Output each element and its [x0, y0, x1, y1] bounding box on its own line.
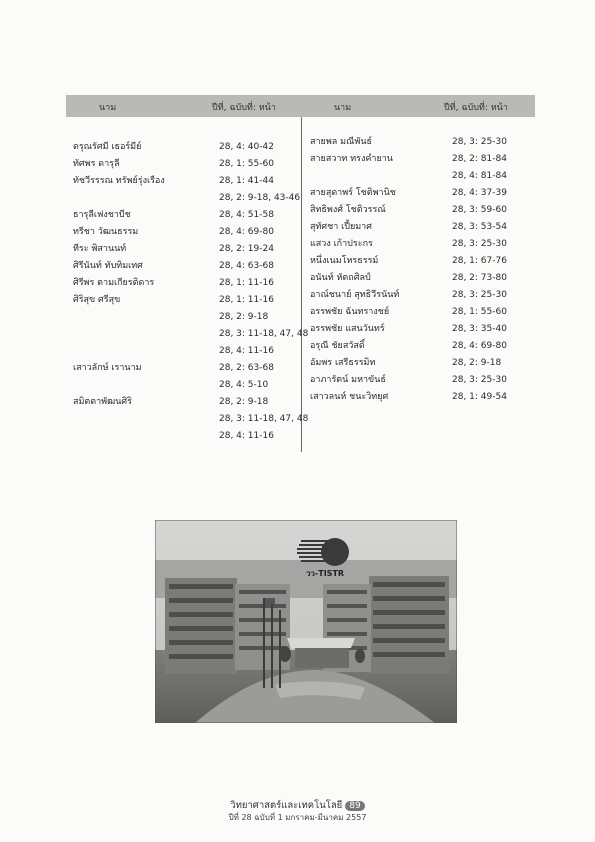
building-photo: [155, 520, 457, 723]
issue-page-reference: 28, 4: 5-10: [219, 380, 269, 390]
issue-page-reference: 28, 3: 59-60: [452, 205, 507, 215]
issue-page-reference: 28, 4: 51-58: [219, 210, 274, 220]
issue-page-reference: 28, 4: 11-16: [219, 431, 274, 441]
author-name: หนึ่งเนมโหรธรรม์: [310, 256, 379, 266]
issue-page-reference: 28, 2: 73-80: [452, 273, 507, 283]
author-name: อัมพร เสรีธรรมิท: [310, 358, 376, 368]
author-name: ศิริสุข ศรีสุข: [73, 295, 121, 305]
issue-page-reference: 28, 3: 11-18, 47, 48: [219, 414, 309, 424]
index-row: [310, 305, 542, 320]
index-row: [310, 186, 542, 201]
index-row: [310, 322, 542, 337]
issue-page-reference: 28, 1: 55-60: [219, 159, 274, 169]
index-row: [73, 276, 303, 291]
index-row: [310, 271, 542, 286]
author-name: ทรีชา วัฒนธรรม: [73, 227, 139, 237]
table-header: [66, 95, 535, 117]
issue-page-reference: 28, 1: 11-16: [219, 295, 274, 305]
author-name: อรุณี ชัยสวัสดิ์: [310, 341, 365, 351]
author-name: สายพล มณีพันธ์: [310, 137, 372, 147]
index-row: [310, 220, 542, 235]
header-ref-right: ปีที่, ฉบับที่: หน้า: [444, 103, 508, 113]
issue-page-reference: 28, 2: 81-84: [452, 154, 507, 164]
logo-text: วว-TISTR: [305, 569, 345, 578]
issue-page-reference: 28, 3: 25-30: [452, 239, 507, 249]
journal-title: วิทยาศาสตร์และเทคโนโลยี: [230, 800, 343, 811]
index-row: [310, 373, 542, 388]
issue-page-reference: 28, 1: 67-76: [452, 256, 507, 266]
index-row: [310, 254, 542, 269]
index-row: [310, 152, 542, 167]
issue-page-reference: 28, 3: 53-54: [452, 222, 507, 232]
author-name: สายสวาท ทรงคำยาน: [310, 154, 393, 164]
author-name: เสาวลักษ์ เรานาม: [73, 363, 142, 373]
issue-page-reference: 28, 2: 9-18: [219, 397, 269, 407]
index-row: [310, 288, 542, 303]
issue-page-reference: 28, 3: 25-30: [452, 290, 507, 300]
author-name: สุทัศชา เปี้ยมาศ: [310, 222, 372, 232]
issue-page-reference: 28, 2: 9-18: [219, 312, 269, 322]
author-name: ทีระ พิสานนท์: [73, 244, 127, 254]
issue-page-reference: 28, 3: 35-40: [452, 324, 507, 334]
index-row: [73, 191, 303, 206]
index-row: [73, 208, 303, 223]
page-number: 89: [345, 801, 364, 811]
author-index-table: [66, 95, 535, 452]
footer-issue: ปีที่ 28 ฉบับที่ 1 มกราคม-มีนาคม 2557: [228, 813, 367, 822]
index-row: [73, 412, 309, 427]
issue-page-reference: 28, 3: 25-30: [452, 375, 507, 385]
author-name: ศิรีพร ตามเกียรติดาร: [73, 278, 155, 288]
index-row: [310, 135, 542, 150]
author-name: สมิตตาพัฒนศิริ: [73, 397, 132, 407]
author-name: เสาวลนห์ ชนะวิทยุศ: [310, 392, 389, 402]
issue-page-reference: 28, 3: 11-18, 47, 48: [219, 329, 309, 339]
author-name: อาณ์ชนาย์ สุทธิวีรนันท์: [310, 290, 400, 300]
index-row: [310, 237, 542, 252]
author-name: สายสุดาพร์ โชติพานิช: [310, 188, 396, 198]
issue-page-reference: 28, 4: 37-39: [452, 188, 507, 198]
author-name: ทัชวีรรรณ ทรัพย์รุ่งเรือง: [73, 176, 165, 186]
author-name: สิทธิพงศ์ โชติวรรณ์: [310, 205, 386, 215]
index-row: [73, 429, 303, 444]
issue-page-reference: 28, 2: 19-24: [219, 244, 274, 254]
issue-page-reference: 28, 4: 69-80: [452, 341, 507, 351]
header-name-right: นาม: [334, 103, 352, 113]
index-row: [73, 327, 309, 342]
header-name-left: นาม: [99, 103, 117, 113]
issue-page-reference: 28, 1: 41-44: [219, 176, 274, 186]
issue-page-reference: 28, 4: 40-42: [219, 142, 274, 152]
issue-page-reference: 28, 2: 63-68: [219, 363, 274, 373]
index-row: [73, 140, 303, 155]
issue-page-reference: 28, 3: 25-30: [452, 137, 507, 147]
index-row: [310, 339, 542, 354]
index-row: [73, 157, 303, 172]
index-row: [73, 344, 303, 359]
index-row: [310, 203, 542, 218]
index-row: [73, 310, 303, 325]
issue-page-reference: 28, 2: 9-18: [452, 358, 502, 368]
tistr-logo: [295, 530, 355, 576]
index-row: [310, 356, 542, 371]
index-row: [73, 378, 303, 393]
index-row: [310, 169, 542, 184]
index-row: [73, 174, 303, 189]
author-name: แสวง เก้าประกร: [310, 239, 373, 249]
author-name: ดรุณรัศมี เธอร์มีย์: [73, 142, 142, 152]
issue-page-reference: 28, 1: 11-16: [219, 278, 274, 288]
header-ref-left: ปีที่, ฉบับที่: หน้า: [212, 103, 276, 113]
index-row: [73, 395, 303, 410]
issue-page-reference: 28, 4: 69-80: [219, 227, 274, 237]
index-row: [73, 225, 303, 240]
index-row: [310, 390, 542, 405]
index-row: [73, 293, 303, 308]
author-name: อาภารัตน์ มหาขันธ์: [310, 375, 386, 385]
issue-page-reference: 28, 4: 81-84: [452, 171, 507, 181]
author-name: อรรพชัย แสนวันทร์: [310, 324, 385, 334]
index-row: [73, 361, 303, 376]
issue-page-reference: 28, 4: 63-68: [219, 261, 274, 271]
author-name: อนันท์ หัตถศิลป์: [310, 273, 371, 283]
author-name: ทัศพร ดารุลี: [73, 159, 120, 169]
issue-page-reference: 28, 4: 11-16: [219, 346, 274, 356]
author-name: ธารุลีเฟงชาบีช: [73, 210, 131, 220]
index-row: [73, 242, 303, 257]
author-name: อรรพชัย ฉันทรางชย์: [310, 307, 390, 317]
issue-page-reference: 28, 2: 9-18, 43-46: [219, 193, 301, 203]
issue-page-reference: 28, 1: 55-60: [452, 307, 507, 317]
index-row: [73, 259, 303, 274]
author-name: ศิรีนันท์ ทับทิมเทศ: [73, 261, 143, 271]
issue-page-reference: 28, 1: 49-54: [452, 392, 507, 402]
